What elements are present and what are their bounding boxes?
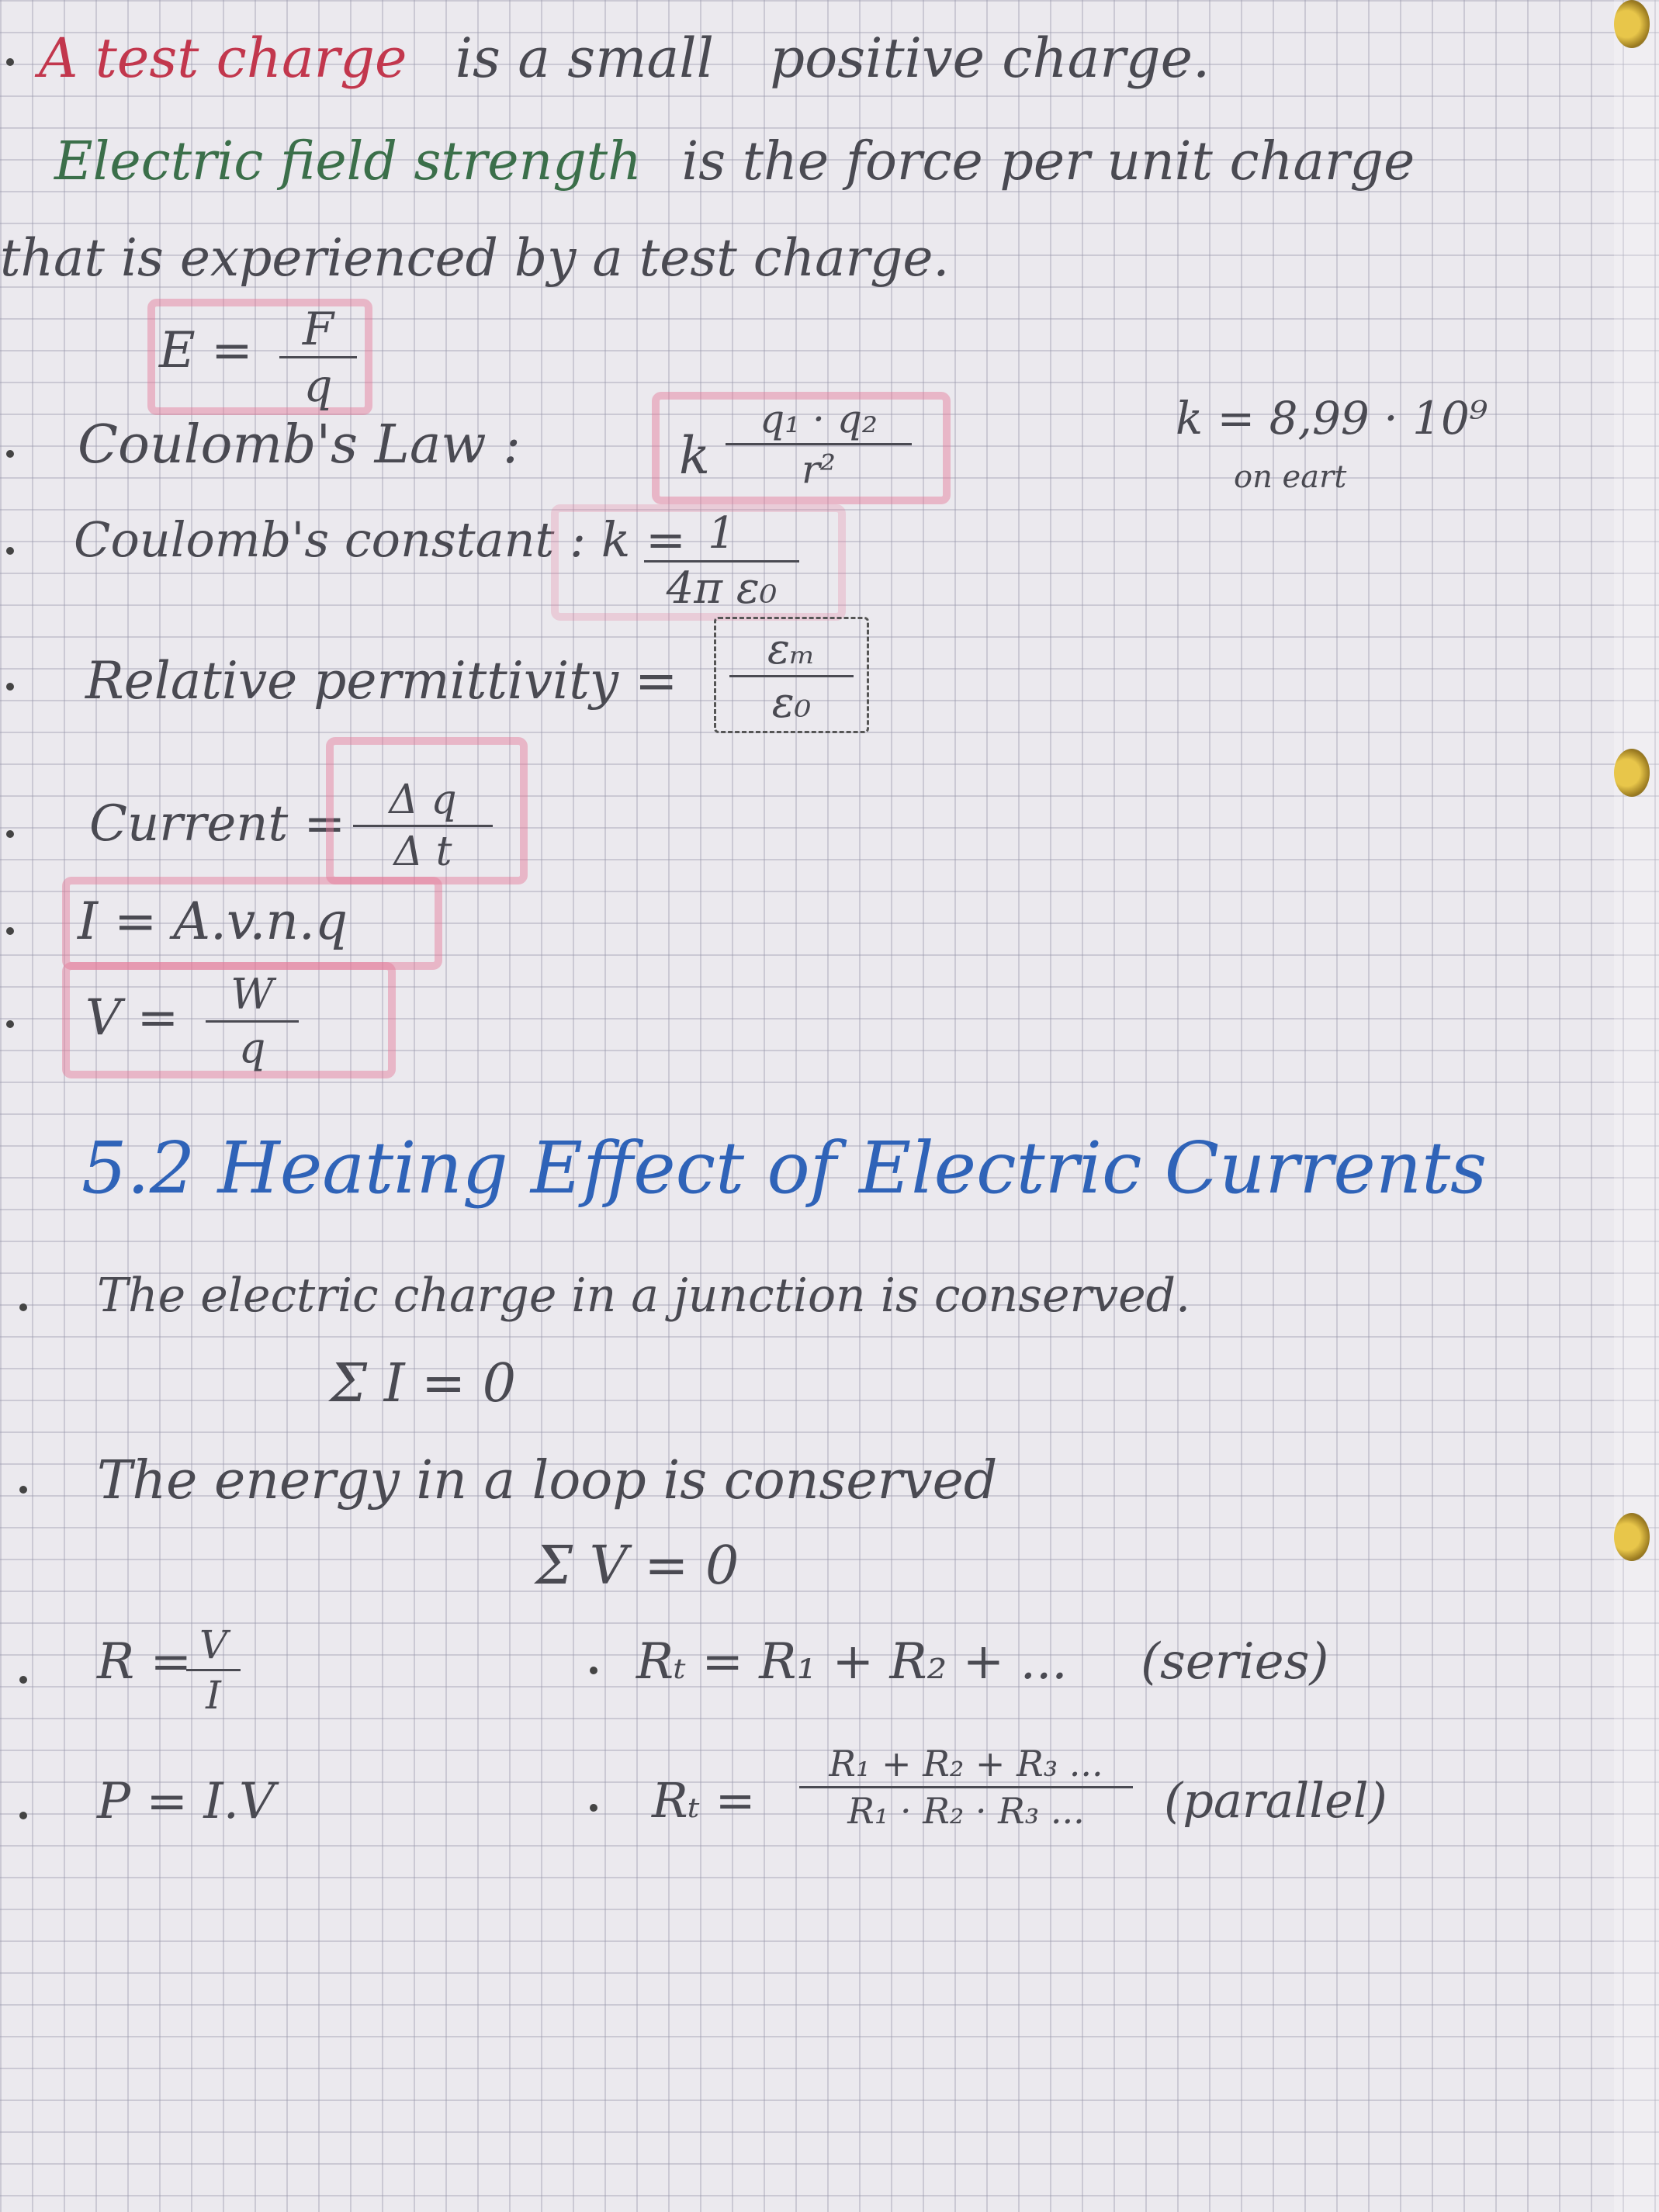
current-formula: I = A.v.n.q: [78, 891, 348, 951]
bullet: [590, 1667, 597, 1674]
resistance-fraction: V I: [186, 1625, 241, 1715]
bullet: [6, 547, 14, 555]
bullet: [19, 1486, 27, 1494]
relative-permittivity-label: Relative permittivity =: [85, 651, 678, 711]
voltage-fraction: W q: [206, 974, 299, 1069]
formula-e-lhs: E =: [159, 322, 253, 379]
k-value-note: on eart: [1234, 459, 1347, 495]
voltage-lhs: V =: [85, 989, 179, 1047]
page-right-margin: [1614, 0, 1659, 2212]
bullet: [19, 1676, 27, 1684]
bullet: [6, 1020, 14, 1028]
term-electric-field-strength: Electric field strength: [54, 131, 642, 192]
loop-formula: Σ V = 0: [535, 1535, 739, 1597]
section-heading: 5.2 Heating Effect of Electric Currents: [81, 1127, 1488, 1210]
bullet: [6, 58, 14, 66]
coulomb-law-label: Coulomb's Law :: [78, 414, 521, 476]
bullet: [6, 683, 14, 691]
resistance-lhs: R =: [97, 1633, 192, 1691]
bullet: [19, 1812, 27, 1819]
current-label: Current =: [89, 795, 346, 853]
series-label: (series): [1141, 1633, 1329, 1691]
parallel-fraction: R₁ + R₂ + R₃ ... R₁ · R₂ · R₃ ...: [799, 1746, 1133, 1829]
formula-e-fraction: F q: [279, 306, 357, 408]
series-formula: Rₜ = R₁ + R₂ + ...: [636, 1633, 1068, 1691]
binder-hole-bottom: [1614, 1513, 1650, 1561]
current-fraction: Δ q Δ t: [353, 780, 493, 872]
k-value: k = 8,99 · 10⁹: [1176, 392, 1488, 445]
efield-definition-continued: that is experienced by a test charge.: [0, 228, 950, 288]
bullet: [19, 1303, 27, 1311]
binder-hole-top: [1614, 0, 1650, 48]
coulomb-law-k: k: [679, 426, 710, 486]
power-formula: P = I.V: [97, 1773, 275, 1830]
loop-text: The energy in a loop is conserved: [97, 1450, 998, 1511]
bullet: [6, 450, 14, 458]
efield-definition-line: Electric field strength is the force per unit charge: [54, 131, 1415, 192]
junction-text: The electric charge in a junction is conserved.: [97, 1269, 1191, 1323]
coulomb-constant-label: Coulomb's constant : k =: [74, 511, 686, 568]
coulomb-constant-fraction: 1 4π ε₀: [644, 512, 799, 611]
junction-formula: Σ I = 0: [330, 1353, 517, 1414]
bullet: [590, 1804, 597, 1812]
bullet: [6, 830, 14, 838]
bullet: [6, 927, 14, 935]
relative-permittivity-fraction: εₘ ε₀: [729, 628, 854, 724]
parallel-label: (parallel): [1164, 1772, 1387, 1829]
test-charge-line: A test charge is a small positive charge.: [39, 26, 1210, 90]
term-test-charge: A test charge: [39, 26, 407, 90]
coulomb-law-fraction: q₁ · q₂ r²: [726, 400, 912, 489]
parallel-lhs: Rₜ =: [652, 1772, 756, 1829]
binder-hole-middle: [1614, 749, 1650, 797]
